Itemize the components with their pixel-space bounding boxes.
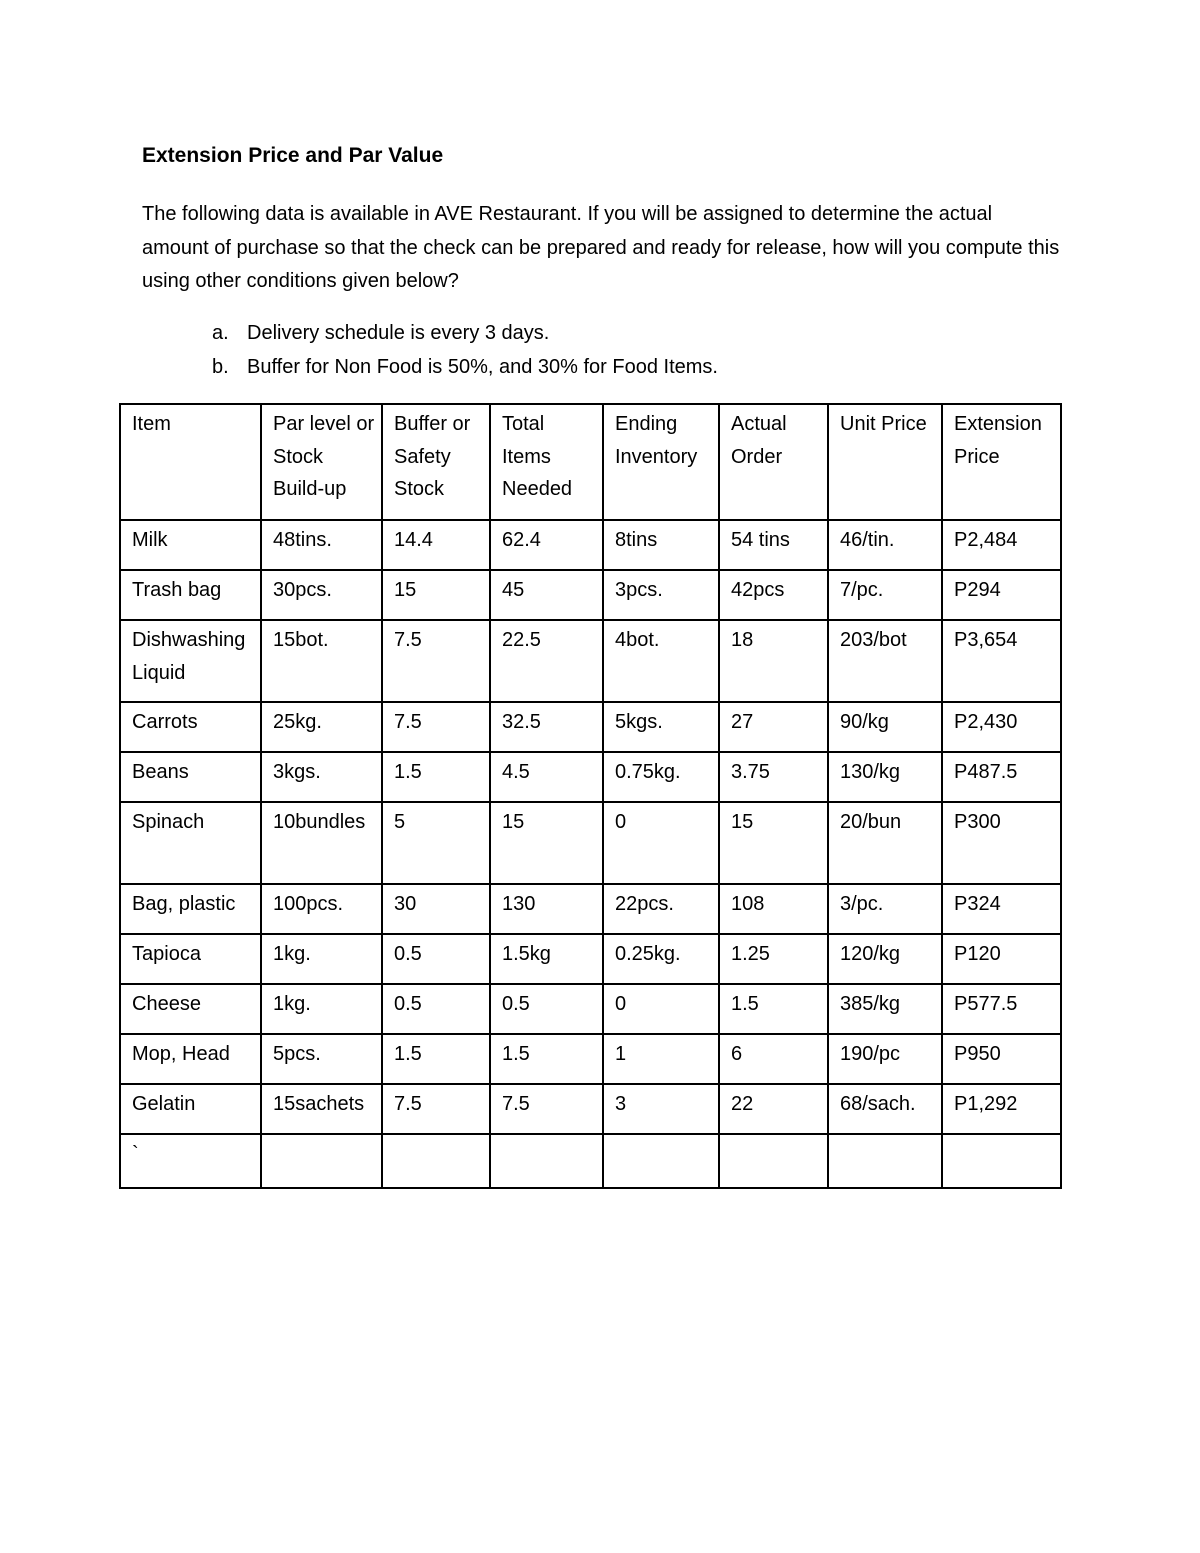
conditions-list <box>212 316 718 384</box>
cell-ending-inventory: 22pcs. <box>603 884 719 934</box>
cell-total-needed <box>490 1134 603 1188</box>
cell-par-level: 30pcs. <box>261 570 382 620</box>
cell-ending-inventory: 0 <box>603 802 719 884</box>
header-actual-order: Actual Order <box>719 404 828 520</box>
cell-unit-price: 7/pc. <box>828 570 942 620</box>
cell-buffer: 15 <box>382 570 490 620</box>
cell-extension-price: P324 <box>942 884 1061 934</box>
cell-buffer: 0.5 <box>382 934 490 984</box>
condition-text: Delivery schedule is every 3 days. <box>247 322 550 344</box>
cell-buffer: 1.5 <box>382 1034 490 1084</box>
cell-item: Gelatin <box>120 1084 261 1134</box>
cell-ending-inventory: 5kgs. <box>603 702 719 752</box>
cell-ending-inventory: 3pcs. <box>603 570 719 620</box>
cell-par-level: 48tins. <box>261 520 382 570</box>
condition-marker: a. <box>212 322 229 344</box>
cell-unit-price: 46/tin. <box>828 520 942 570</box>
cell-extension-price: P3,654 <box>942 620 1061 702</box>
header-par-level: Par level or Stock Build-up <box>261 404 382 520</box>
cell-item: Beans <box>120 752 261 802</box>
cell-extension-price: P487.5 <box>942 752 1061 802</box>
cell-ending-inventory: 4bot. <box>603 620 719 702</box>
cell-unit-price: 190/pc <box>828 1034 942 1084</box>
cell-ending-inventory: 3 <box>603 1084 719 1134</box>
cell-item: Tapioca <box>120 934 261 984</box>
table-row <box>120 702 1061 752</box>
cell-item: Milk <box>120 520 261 570</box>
header-extension-price: Extension Price <box>942 404 1061 520</box>
table-row <box>120 984 1061 1034</box>
cell-par-level: 100pcs. <box>261 884 382 934</box>
cell-unit-price: 120/kg <box>828 934 942 984</box>
cell-actual-order: 1.25 <box>719 934 828 984</box>
condition-marker: b. <box>212 356 229 378</box>
condition-item <box>212 350 718 384</box>
cell-unit-price: 68/sach. <box>828 1084 942 1134</box>
cell-item: Spinach <box>120 802 261 884</box>
cell-item: Mop, Head <box>120 1034 261 1084</box>
cell-actual-order: 42pcs <box>719 570 828 620</box>
condition-text: Buffer for Non Food is 50%, and 30% for Food Items. <box>247 356 718 378</box>
cell-buffer: 7.5 <box>382 1084 490 1134</box>
table-row <box>120 520 1061 570</box>
cell-item: ` <box>120 1134 261 1188</box>
cell-actual-order: 27 <box>719 702 828 752</box>
cell-actual-order <box>719 1134 828 1188</box>
header-ending-inventory: Ending Inventory <box>603 404 719 520</box>
cell-ending-inventory: 1 <box>603 1034 719 1084</box>
cell-par-level: 15bot. <box>261 620 382 702</box>
cell-buffer: 5 <box>382 802 490 884</box>
cell-ending-inventory <box>603 1134 719 1188</box>
cell-extension-price <box>942 1134 1061 1188</box>
cell-par-level: 3kgs. <box>261 752 382 802</box>
cell-unit-price: 385/kg <box>828 984 942 1034</box>
cell-actual-order: 18 <box>719 620 828 702</box>
cell-buffer: 0.5 <box>382 984 490 1034</box>
table-row <box>120 570 1061 620</box>
cell-extension-price: P2,430 <box>942 702 1061 752</box>
cell-buffer: 7.5 <box>382 620 490 702</box>
header-total-needed: Total Items Needed <box>490 404 603 520</box>
cell-extension-price: P950 <box>942 1034 1061 1084</box>
cell-buffer: 7.5 <box>382 702 490 752</box>
cell-par-level: 10bundles <box>261 802 382 884</box>
cell-unit-price: 130/kg <box>828 752 942 802</box>
cell-extension-price: P300 <box>942 802 1061 884</box>
cell-total-needed: 32.5 <box>490 702 603 752</box>
cell-extension-price: P294 <box>942 570 1061 620</box>
cell-unit-price: 3/pc. <box>828 884 942 934</box>
cell-total-needed: 0.5 <box>490 984 603 1034</box>
cell-item: Cheese <box>120 984 261 1034</box>
cell-total-needed: 7.5 <box>490 1084 603 1134</box>
intro-paragraph: The following data is available in AVE Restaurant. If you will be assigned to determine the actual amount of purchase so that the check can be prepared and ready for release, how will you compute this using other conditions given below? <box>142 203 1060 292</box>
cell-unit-price <box>828 1134 942 1188</box>
cell-extension-price: P120 <box>942 934 1061 984</box>
inventory-table <box>119 403 1062 1189</box>
cell-total-needed: 4.5 <box>490 752 603 802</box>
cell-actual-order: 3.75 <box>719 752 828 802</box>
table-row <box>120 1134 1061 1188</box>
cell-extension-price: P577.5 <box>942 984 1061 1034</box>
cell-unit-price: 90/kg <box>828 702 942 752</box>
cell-total-needed: 62.4 <box>490 520 603 570</box>
cell-extension-price: P2,484 <box>942 520 1061 570</box>
table-row <box>120 620 1061 702</box>
cell-ending-inventory: 8tins <box>603 520 719 570</box>
cell-total-needed: 1.5kg <box>490 934 603 984</box>
cell-total-needed: 130 <box>490 884 603 934</box>
table-row <box>120 934 1061 984</box>
cell-ending-inventory: 0.75kg. <box>603 752 719 802</box>
cell-par-level: 5pcs. <box>261 1034 382 1084</box>
cell-buffer: 14.4 <box>382 520 490 570</box>
cell-unit-price: 20/bun <box>828 802 942 884</box>
cell-ending-inventory: 0 <box>603 984 719 1034</box>
cell-actual-order: 6 <box>719 1034 828 1084</box>
cell-item: Bag, plastic <box>120 884 261 934</box>
cell-actual-order: 1.5 <box>719 984 828 1034</box>
cell-extension-price: P1,292 <box>942 1084 1061 1134</box>
cell-actual-order: 15 <box>719 802 828 884</box>
cell-total-needed: 1.5 <box>490 1034 603 1084</box>
header-row <box>120 404 1061 520</box>
cell-par-level: 1kg. <box>261 984 382 1034</box>
condition-item <box>212 316 718 350</box>
cell-item: Dishwashing Liquid <box>120 620 261 702</box>
table-row <box>120 1084 1061 1134</box>
cell-par-level: 15sachets <box>261 1084 382 1134</box>
cell-par-level <box>261 1134 382 1188</box>
cell-actual-order: 54 tins <box>719 520 828 570</box>
header-unit-price: Unit Price <box>828 404 942 520</box>
cell-buffer: 1.5 <box>382 752 490 802</box>
cell-total-needed: 15 <box>490 802 603 884</box>
table-row <box>120 884 1061 934</box>
cell-par-level: 25kg. <box>261 702 382 752</box>
cell-total-needed: 45 <box>490 570 603 620</box>
table-row <box>120 752 1061 802</box>
cell-unit-price: 203/bot <box>828 620 942 702</box>
cell-par-level: 1kg. <box>261 934 382 984</box>
cell-total-needed: 22.5 <box>490 620 603 702</box>
header-item: Item <box>120 404 261 520</box>
cell-item: Trash bag <box>120 570 261 620</box>
page-title: Extension Price and Par Value <box>142 144 444 167</box>
header-buffer: Buffer or Safety Stock <box>382 404 490 520</box>
table-row <box>120 1034 1061 1084</box>
cell-ending-inventory: 0.25kg. <box>603 934 719 984</box>
cell-actual-order: 22 <box>719 1084 828 1134</box>
cell-buffer: 30 <box>382 884 490 934</box>
table-row <box>120 802 1061 884</box>
cell-actual-order: 108 <box>719 884 828 934</box>
cell-buffer <box>382 1134 490 1188</box>
cell-item: Carrots <box>120 702 261 752</box>
